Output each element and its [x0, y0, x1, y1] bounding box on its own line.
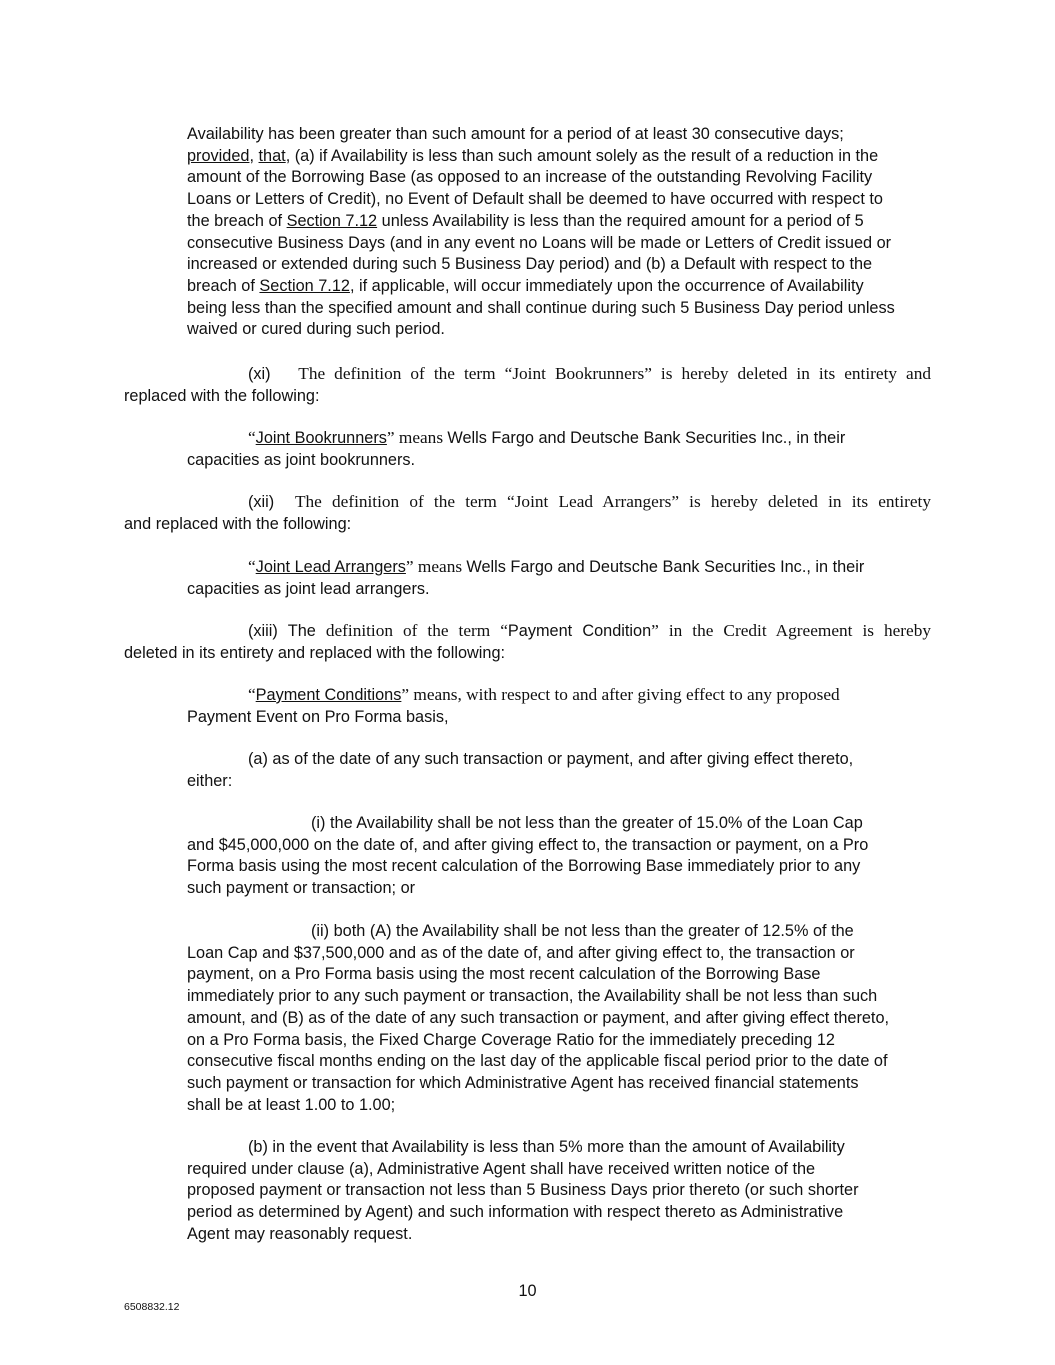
- defined-term: Joint Lead Arrangers: [255, 558, 406, 576]
- text-fragment: Wells Fargo and Deutsche Bank Securities Inc., in their: [447, 429, 846, 447]
- text-line: Availability has been greater than such amount for a period of at least 30 consecutive days;: [187, 125, 844, 143]
- text-fragment: The definition of the term “Joint Lead Arrangers” is hereby deleted in its entirety: [294, 492, 931, 511]
- text-line: payment, on a Pro Forma basis using the most recent calculation of the Borrowing Base: [187, 965, 821, 984]
- definition-joint-bookrunners: [187, 427, 845, 471]
- text-fragment: “: [248, 557, 256, 576]
- text-line: consecutive Business Days (and in any event no Loans will be made or Letters of Credit issued or: [187, 233, 892, 252]
- text-line: such payment or transaction for which Administrative Agent has received financial statements: [187, 1073, 859, 1092]
- text-fragment: ” in the Credit Agreement is hereby: [651, 621, 932, 640]
- clause-number: (xiii) The: [248, 622, 316, 640]
- text-line: such payment or transaction; or: [187, 879, 416, 898]
- clause-b: [187, 1137, 859, 1246]
- text-line: [124, 620, 931, 643]
- clause-i: [187, 813, 868, 900]
- text-line: waived or cured during such period.: [187, 320, 445, 339]
- text-line: (b) in the event that Availability is less than 5% more than the amount of Availability: [248, 1138, 845, 1156]
- clause-number: (xii): [248, 493, 275, 511]
- text-line: proposed payment or transaction not less than 5 Business Days prior thereto (or such shorter: [187, 1181, 859, 1200]
- text-fragment: ,: [249, 146, 259, 165]
- text-fragment: The definition of the term “Joint Bookrunners” is hereby deleted in its entirety and: [298, 364, 931, 383]
- text-line: deleted in its entirety and replaced with the following:: [124, 643, 506, 662]
- definition-payment-conditions: [187, 684, 840, 728]
- text-line: shall be at least 1.00 to 1.00;: [187, 1095, 396, 1114]
- defined-term: Joint Bookrunners: [255, 429, 387, 447]
- text-line: immediately prior to any such payment or transaction, the Availability shall be not less than such: [187, 987, 878, 1006]
- text-fragment: “: [248, 685, 256, 704]
- paragraph-availability-continuation: [187, 124, 895, 341]
- text-line: and $45,000,000 on the date of, and after giving effect to, the transaction or payment, on a Pro: [187, 835, 869, 854]
- text-line: Loan Cap and $37,500,000 and as of the date of, and after giving effect to, the transaction or: [187, 943, 855, 962]
- text-line: Agent may reasonably request.: [187, 1224, 413, 1243]
- amendment-xiii: [124, 620, 931, 664]
- text-fragment: Wells Fargo and Deutsche Bank Securities Inc., in their: [466, 558, 865, 576]
- document-id: 6508832.12: [124, 1301, 180, 1313]
- text-line: [124, 491, 931, 514]
- text-line: replaced with the following:: [124, 386, 320, 405]
- text-line: [187, 211, 895, 233]
- that-term: that: [258, 146, 286, 165]
- text-line: [187, 146, 895, 168]
- clause-a: [187, 749, 853, 792]
- text-line: Forma basis using the most recent calculation of the Borrowing Base immediately prior to any: [187, 857, 861, 876]
- text-line: Payment Event on Pro Forma basis,: [187, 707, 449, 726]
- text-fragment: , if applicable, will occur immediately upon the occurrence of Availability: [349, 276, 864, 295]
- text-fragment: the breach of: [187, 211, 287, 230]
- text-line: (ii) both (A) the Availability shall be not less than the greater of 12.5% of the: [311, 922, 854, 940]
- text-line: period as determined by Agent) and such information with respect thereto as Administrative: [187, 1203, 844, 1222]
- text-line: either:: [187, 771, 233, 790]
- text-line: [187, 276, 895, 298]
- text-line: (a) as of the date of any such transaction or payment, and after giving effect thereto,: [248, 750, 854, 768]
- text-fragment: “: [248, 428, 256, 447]
- page-number: 10: [518, 1282, 537, 1300]
- text-line: (i) the Availability shall be not less than the greater of 15.0% of the Loan Cap: [311, 814, 863, 832]
- text-line: capacities as joint lead arrangers.: [187, 579, 430, 598]
- definition-joint-lead-arrangers: [187, 556, 864, 600]
- amendment-xi: [124, 363, 931, 407]
- section-reference: Section 7.12: [286, 211, 378, 230]
- text-line: increased or extended during such 5 Business Day period) and (b) a Default with respect to the: [187, 255, 873, 274]
- text-line: required under clause (a), Administrative Agent shall have received written notice of the: [187, 1159, 816, 1178]
- defined-term: Payment Conditions: [255, 686, 402, 704]
- text-line: amount, and (B) as of the date of any such transaction or payment, and after giving effect thereto,: [187, 1008, 890, 1027]
- text-fragment: definition of the term “: [315, 621, 508, 640]
- text-line: capacities as joint bookrunners.: [187, 450, 416, 469]
- text-line: [187, 427, 845, 450]
- clause-ii: [187, 921, 889, 1116]
- text-line: [187, 684, 840, 707]
- amendment-xii: [124, 491, 931, 535]
- text-line: being less than the specified amount and shall continue during such 5 Business Day period unless: [187, 298, 895, 317]
- clause-number: (xi): [248, 365, 271, 383]
- text-fragment: ” means, with respect to and after giving effect to any proposed: [401, 685, 840, 704]
- text-fragment: , (a) if Availability is less than such amount solely as the result of a reduction in the: [285, 146, 879, 165]
- text-line: [187, 556, 864, 579]
- text-fragment: breach of: [187, 276, 260, 295]
- text-line: Loans or Letters of Credit), no Event of Default shall be deemed to have occurred with respect to: [187, 190, 883, 209]
- text-fragment: ” means: [405, 557, 467, 576]
- text-fragment: ” means: [386, 428, 448, 447]
- section-reference: Section 7.12: [259, 276, 350, 295]
- defined-term-reference: Payment Condition: [507, 622, 652, 640]
- text-line: consecutive fiscal months ending on the last day of the applicable fiscal period prior to the date of: [187, 1052, 888, 1071]
- text-line: on a Pro Forma basis, the Fixed Charge Coverage Ratio for the immediately preceding 12: [187, 1030, 835, 1049]
- text-line: amount of the Borrowing Base (as opposed to an increase of the outstanding Revolving Facility: [187, 168, 873, 187]
- text-line: and replaced with the following:: [124, 514, 352, 533]
- text-line: [124, 363, 931, 386]
- provided-term: provided: [187, 146, 250, 165]
- text-fragment: unless Availability is less than the required amount for a period of 5: [377, 211, 864, 230]
